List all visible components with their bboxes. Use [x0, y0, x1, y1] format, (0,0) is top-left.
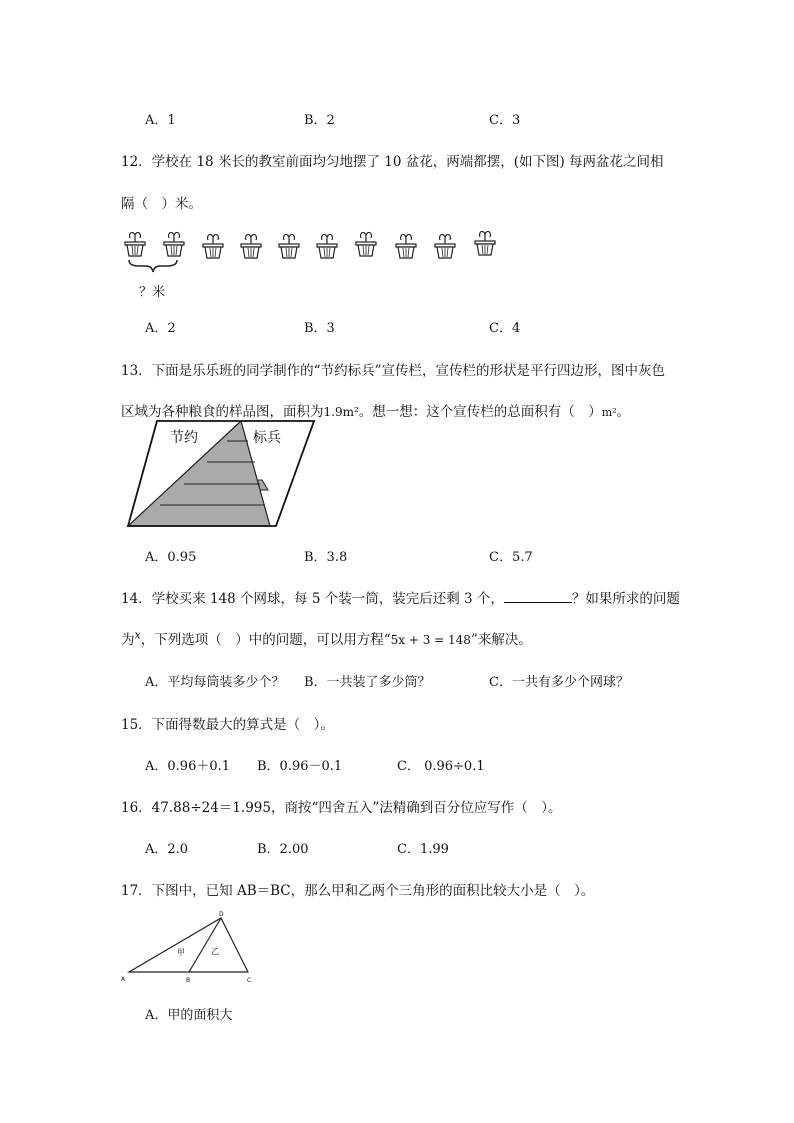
q14-answer-blank[interactable]: [504, 590, 572, 603]
q14-variable: x: [134, 628, 141, 642]
q13-text-line2-mid: 。想一想：这个宣传栏的总面积有（ ）: [358, 404, 602, 420]
q14-text-line2-end: ”来解决。: [470, 632, 532, 648]
q17-text-line1: 17．下图中，已知 AB＝BC，那么甲和乙两个三角形的面积比较大小是（ ）。: [121, 883, 595, 899]
board-title-left: 节约: [170, 430, 198, 446]
q11-option-b[interactable]: B．2: [304, 113, 335, 128]
q13-text-line2-end: 。: [616, 404, 631, 420]
flower-pot-icon: [317, 234, 337, 258]
q12-option-c[interactable]: C．4: [489, 321, 521, 336]
q14-equation: 5x + 3 = 148: [390, 633, 471, 647]
q15-option-a[interactable]: A．0.96＋0.1: [145, 759, 231, 774]
q14-text-line2-start: 为: [121, 632, 135, 648]
q14-text-line1: [121, 587, 680, 607]
vertex-c-label: C: [247, 977, 252, 984]
q12-option-a[interactable]: A．2: [145, 321, 176, 336]
q14-option-b[interactable]: B．一共装了多少筒？: [304, 675, 431, 690]
vertex-a-label: A: [121, 976, 126, 983]
q13-text-line1: 13．下面是乐乐班的同学制作的“节约标兵”宣传栏，宣传栏的形状是平行四边形，图中灰色: [121, 363, 665, 379]
flower-pot-icon: [356, 232, 376, 256]
flower-pot-icon: [396, 234, 416, 258]
q14-text-line2-mid: ，下列选项（ ）中的问题，可以用方程“: [140, 632, 391, 648]
q16-text-line1: 16．47.88÷24＝1.995，商按“四舍五入”法精确到百分位应写作（ ）。: [121, 800, 562, 816]
q13-option-b[interactable]: B．3.8: [304, 550, 348, 565]
flower-pot-icon: [475, 231, 495, 255]
q12-option-b[interactable]: B．3: [304, 321, 335, 336]
q14-option-a[interactable]: A．平均每筒装多少个？: [145, 675, 285, 690]
flower-pot-icon: [241, 234, 261, 258]
q14-option-c[interactable]: C．一共有多少个网球？: [489, 675, 629, 690]
q13-text-line2-start: 区域为各种粮食的样品图，面积为: [121, 404, 324, 420]
flower-pots-figure: [120, 228, 510, 298]
board-title-right: 标兵: [253, 430, 281, 446]
triangle-jia-label: 甲: [177, 948, 185, 957]
q14-text-line1-end: ？如果所求的问题: [571, 591, 680, 607]
vertex-b-label: B: [186, 977, 191, 984]
q12-text-line1: 12．学校在 18 米长的教室前面均匀地摆了 10 盆花，两端都摆，(如下图) 每两盆花之间相: [121, 154, 664, 170]
q11-option-a[interactable]: A．1: [145, 113, 176, 128]
q11-option-c[interactable]: C．3: [489, 113, 521, 128]
distance-caption: ？米: [139, 285, 166, 300]
bulletin-board-figure: [124, 416, 334, 534]
q16-option-c[interactable]: C．1.99: [397, 842, 449, 857]
flower-pot-icon: [435, 234, 455, 258]
q13-option-c[interactable]: C．5.7: [489, 550, 533, 565]
q13-unit: m²: [601, 406, 617, 419]
flower-pot-icon: [164, 232, 184, 256]
q13-area-value: 1.9m²: [323, 405, 359, 419]
triangle-figure: [118, 910, 263, 988]
flower-pot-icon: [279, 234, 299, 258]
q14-text-line1-start: 14．学校买来 148 个网球，每 5 个装一筒，装完后还剩 3 个，: [121, 591, 504, 607]
triangle-yi-label: 乙: [211, 947, 219, 956]
vertex-d-label: D: [219, 911, 224, 918]
q16-option-b[interactable]: B．2.00: [257, 842, 309, 857]
q13-option-a[interactable]: A．0.95: [145, 550, 197, 565]
q16-option-a[interactable]: A．2.0: [145, 842, 189, 857]
q12-text-line2: 隔（ ）米。: [121, 196, 202, 212]
q17-option-a[interactable]: A．甲的面积大: [145, 1008, 233, 1023]
distance-brace: [129, 260, 177, 272]
q14-text-line2: [121, 628, 532, 648]
q15-option-c[interactable]: C． 0.96÷0.1: [397, 759, 485, 774]
q15-text-line1: 15．下面得数最大的算式是（ ）。: [121, 717, 334, 733]
q15-option-b[interactable]: B．0.96－0.1: [257, 759, 343, 774]
flower-pot-icon: [125, 232, 145, 256]
flower-pot-icon: [203, 234, 223, 258]
